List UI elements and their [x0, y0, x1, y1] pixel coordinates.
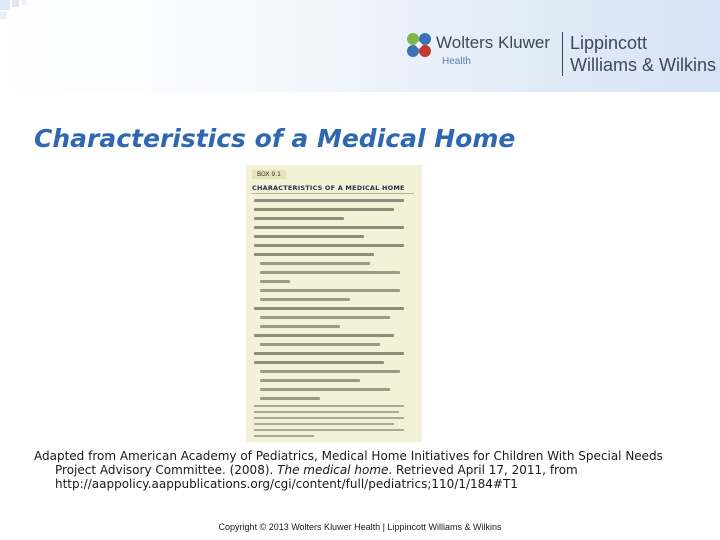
box-footnote-line: [254, 411, 399, 413]
box-text-line: [254, 235, 364, 238]
box-text-line: [254, 217, 344, 220]
box-label: BOX 9.1: [252, 170, 286, 179]
brand-sub: Health: [442, 56, 471, 67]
box-figure-image: [246, 165, 422, 442]
box-text-line: [254, 208, 394, 211]
box-text-line: [254, 361, 384, 364]
box-text-line: [260, 325, 340, 328]
brand-secondary-line1: Lippincott: [570, 33, 648, 53]
box-text-line: [260, 370, 400, 373]
figure-caption: [34, 449, 694, 491]
box-text-line: [260, 262, 370, 265]
caption-line-1: Adapted from American Academy of Pediatrics, Medical Home Initiatives for Children With Special Needs: [34, 449, 663, 463]
logo-divider: [562, 32, 563, 76]
box-text-line: [260, 316, 390, 319]
box-text-line: [254, 244, 404, 247]
caption-url: http://aappolicy.aappublications.org/cgi/content/full/pediatrics;110/1/184#T1: [55, 477, 518, 491]
caption-line-2: [34, 463, 694, 477]
box-footnote-line: [254, 435, 314, 437]
caption-line-2-end: . Retrieved April 17, 2011, from: [388, 463, 578, 477]
caption-line-2-start: Project Advisory Committee. (2008).: [55, 463, 278, 477]
box-footnote-line: [254, 417, 404, 419]
brand-primary: Wolters Kluwer: [436, 33, 550, 52]
box-text-line: [254, 226, 404, 229]
slide-title: Characteristics of a Medical Home: [34, 124, 516, 153]
box-text-line: [254, 307, 404, 310]
brand-secondary-line2: Williams & Wilkins: [570, 55, 716, 75]
box-text-line: [260, 298, 350, 301]
box-text-line: [254, 352, 404, 355]
box-text-line: [260, 271, 400, 274]
box-text-line: [254, 334, 394, 337]
box-title: CHARACTERISTICS OF A MEDICAL HOME: [252, 184, 405, 192]
box-text-line: [260, 379, 360, 382]
box-text-line: [260, 280, 290, 283]
box-divider: [252, 193, 414, 194]
wolters-kluwer-mark-icon: [404, 30, 438, 60]
box-text-line: [260, 397, 320, 400]
box-text-line: [254, 253, 374, 256]
box-footnote-line: [254, 429, 404, 431]
copyright-footer: Copyright © 2013 Wolters Kluwer Health | Lippincott Williams & Wilkins: [218, 522, 502, 532]
box-text-line: [254, 199, 404, 202]
box-text-line: [260, 343, 380, 346]
box-footnote-line: [254, 423, 394, 425]
caption-source-title: The medical home: [277, 463, 389, 477]
box-text-line: [260, 289, 400, 292]
box-text-line: [260, 388, 390, 391]
box-footnote-line: [254, 405, 404, 407]
